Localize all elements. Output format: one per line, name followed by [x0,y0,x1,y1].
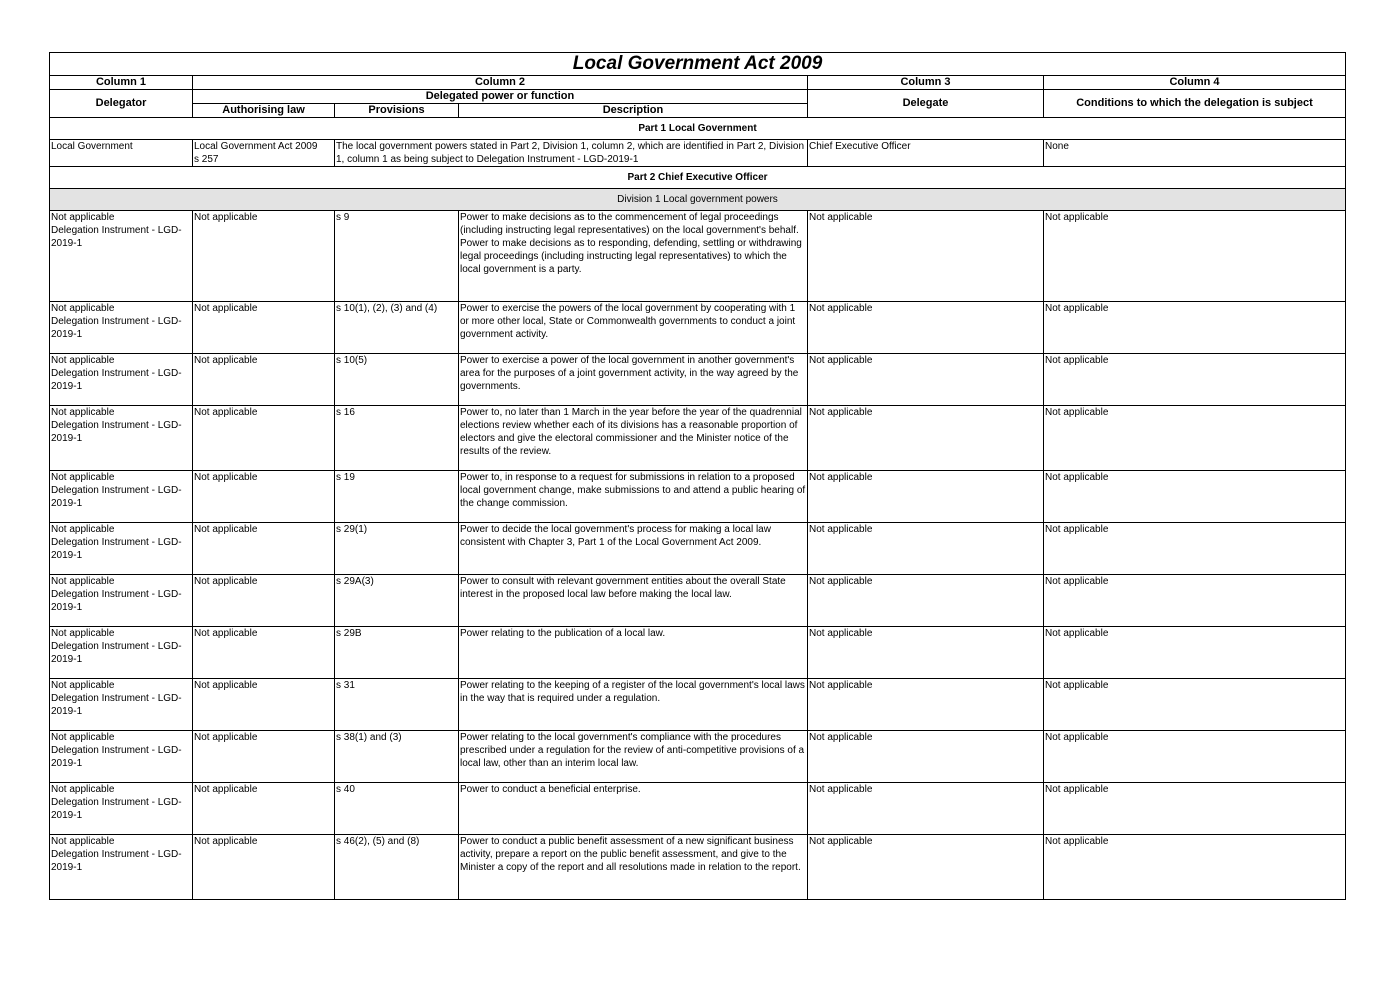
provisions-text: s 29A(3) [336,576,374,587]
authorising-law-text: Not applicable [194,836,258,847]
conditions-cell [1044,731,1346,783]
column-2-header: Column 2 [193,76,808,90]
provisions-text: s 29(1) [336,524,368,535]
delegation-instrument: Delegation Instrument - LGD-2019-1 [51,225,182,249]
conditions-text: Not applicable [1045,355,1109,366]
delegate-cell [808,627,1044,679]
description-header: Description [459,104,808,118]
delegator-header: Delegator [50,90,193,118]
delegate-cell [808,354,1044,406]
delegated-power-header: Delegated power or function [193,90,808,104]
description-cell [459,627,808,679]
conditions-cell [1044,211,1346,302]
conditions-text: Not applicable [1045,303,1109,314]
delegate-cell [808,835,1044,900]
provisions-cell [335,406,459,471]
delegator-line: Not applicable [51,628,115,639]
description-text-2: Power to make decisions as to responding, defending, settling or withdrawing legal proceedings (including instructing legal representatives) to which the local government is a party. [460,238,802,275]
authorising-law-cell [193,211,335,302]
part-2-heading: Part 2 Chief Executive Officer [50,167,1346,189]
division-1-heading: Division 1 Local government powers [50,189,1346,211]
conditions-cell [1044,406,1346,471]
description-text: Power to decide the local government's process for making a local law consistent with Chapter 3, Part 1 of the Local Government Act 2009. [460,524,771,548]
delegator-cell [50,523,193,575]
authorising-law-text: Not applicable [194,524,258,535]
table-row [50,302,1346,354]
delegator-cell [50,783,193,835]
table-row [50,211,1346,302]
delegate-cell [808,575,1044,627]
delegate-text: Not applicable [809,680,873,691]
conditions-text: Not applicable [1045,576,1109,587]
description-text: Power relating to the local government's compliance with the procedures prescribed under a regulation for the review of anti-competitive provisions of a local law, other than an interim local law. [460,732,805,769]
delegation-instrument: Delegation Instrument - LGD-2019-1 [51,420,182,444]
description-cell [459,731,808,783]
provisions-text: s 29B [336,628,362,639]
authorising-law-section: s 257 [194,154,219,165]
delegation-instrument: Delegation Instrument - LGD-2019-1 [51,745,182,769]
provisions-text: s 10(1), (2), (3) and (4) [336,303,438,314]
delegate-text: Not applicable [809,212,873,223]
table-row [50,575,1346,627]
provisions-cell [335,835,459,900]
authorising-law-cell [193,302,335,354]
conditions-cell [1044,835,1346,900]
delegate-text: Not applicable [809,524,873,535]
provisions-cell [335,627,459,679]
conditions-text: Not applicable [1045,472,1109,483]
authorising-law-text: Not applicable [194,576,258,587]
description-cell [459,406,808,471]
delegator-cell: Local Government [50,140,193,167]
authorising-law-text: Not applicable [194,407,258,418]
authorising-law-cell [193,140,335,167]
provisions-cell [335,471,459,523]
authorising-law-text: Not applicable [194,355,258,366]
provisions-description-cell: The local government powers stated in Part 2, Division 1, column 2, which are identified in Part 2, Division 1, column 1 as being subject to Delegation Instrument - LGD-2019-1 [335,140,808,167]
provisions-text: s 10(5) [336,355,368,366]
delegate-header: Delegate [808,90,1044,118]
provisions-text: s 38(1) and (3) [336,732,402,743]
part-1-heading: Part 1 Local Government [50,118,1346,140]
provisions-text: s 19 [336,472,355,483]
delegation-instrument: Delegation Instrument - LGD-2019-1 [51,316,182,340]
description-cell [459,302,808,354]
delegator-line: Not applicable [51,472,115,483]
delegate-cell [808,302,1044,354]
column-4-header: Column 4 [1044,76,1346,90]
authorising-law-cell [193,523,335,575]
provisions-cell [335,302,459,354]
description-text: Power relating to the keeping of a register of the local government's local laws in the way that is required under a regulation. [460,680,805,704]
authorising-law-cell [193,471,335,523]
conditions-text: Not applicable [1045,524,1109,535]
delegate-cell: Chief Executive Officer [808,140,1044,167]
conditions-header: Conditions to which the delegation is subject [1044,90,1346,118]
delegate-text: Not applicable [809,576,873,587]
provisions-text: s 46(2), (5) and (8) [336,836,420,847]
delegation-instrument: Delegation Instrument - LGD-2019-1 [51,537,182,561]
authorising-law-text: Not applicable [194,303,258,314]
provisions-cell [335,523,459,575]
delegator-line: Not applicable [51,524,115,535]
conditions-cell [1044,523,1346,575]
delegation-instrument: Delegation Instrument - LGD-2019-1 [51,589,182,613]
description-cell [459,211,808,302]
delegator-cell [50,302,193,354]
description-cell [459,575,808,627]
provisions-text: s 16 [336,407,355,418]
table-row [50,523,1346,575]
description-cell [459,471,808,523]
delegate-cell [808,406,1044,471]
conditions-text: Not applicable [1045,680,1109,691]
delegate-cell [808,783,1044,835]
provisions-text: s 9 [336,212,350,223]
conditions-cell [1044,575,1346,627]
description-cell [459,835,808,900]
delegation-instrument: Delegation Instrument - LGD-2019-1 [51,641,182,665]
delegator-line: Not applicable [51,680,115,691]
provisions-cell [335,783,459,835]
description-cell [459,523,808,575]
delegation-instrument: Delegation Instrument - LGD-2019-1 [51,485,182,509]
delegator-line: Not applicable [51,836,115,847]
conditions-text: Not applicable [1045,732,1109,743]
authorising-law-cell [193,575,335,627]
conditions-cell [1044,354,1346,406]
conditions-cell [1044,627,1346,679]
provisions-text: s 31 [336,680,355,691]
table-row [50,783,1346,835]
description-cell [459,679,808,731]
table-row [50,627,1346,679]
delegator-cell [50,627,193,679]
delegator-cell [50,575,193,627]
table-row [50,731,1346,783]
authorising-law-cell [193,731,335,783]
delegator-cell [50,679,193,731]
provisions-cell [335,211,459,302]
delegate-cell [808,679,1044,731]
delegator-line: Not applicable [51,303,115,314]
provisions-cell [335,679,459,731]
authorising-law-text: Not applicable [194,784,258,795]
conditions-cell [1044,471,1346,523]
delegation-table [49,52,1346,900]
conditions-cell [1044,783,1346,835]
conditions-text: Not applicable [1045,836,1109,847]
description-text: Power to conduct a beneficial enterprise. [460,784,641,795]
provisions-text: s 40 [336,784,355,795]
authorising-law-line: Local Government Act 2009 [194,141,318,152]
conditions-cell: None [1044,140,1346,167]
description-text: Power to, no later than 1 March in the year before the year of the quadrennial elections review whether each of its divisions has a reasonable proportion of electors and give the electoral commissioner and the Minister notice of the results of the review. [460,407,802,457]
delegate-text: Not applicable [809,784,873,795]
delegator-cell [50,731,193,783]
column-1-header: Column 1 [50,76,193,90]
description-text: Power to make decisions as to the commencement of legal proceedings (including instructing legal representatives) on the local government's behalf. [460,212,799,236]
authorising-law-cell [193,783,335,835]
delegate-text: Not applicable [809,303,873,314]
description-text: Power to consult with relevant government entities about the overall State interest in the proposed local law before making the local law. [460,576,786,600]
delegate-cell [808,211,1044,302]
description-text: Power to exercise a power of the local government in another government's area for the purposes of a joint government activity, in the way agreed by the governments. [460,355,799,392]
authorising-law-cell [193,627,335,679]
authorising-law-text: Not applicable [194,680,258,691]
authorising-law-text: Not applicable [194,212,258,223]
table-row [50,835,1346,900]
part-1-row [50,140,1346,167]
delegator-line: Not applicable [51,732,115,743]
delegate-text: Not applicable [809,732,873,743]
conditions-text: Not applicable [1045,784,1109,795]
authorising-law-cell [193,406,335,471]
delegate-text: Not applicable [809,355,873,366]
conditions-text: Not applicable [1045,628,1109,639]
delegate-cell [808,523,1044,575]
delegate-text: Not applicable [809,472,873,483]
table-row [50,471,1346,523]
page-title: Local Government Act 2009 [50,53,1346,76]
authorising-law-cell [193,679,335,731]
provisions-cell [335,575,459,627]
table-row [50,354,1346,406]
description-text: Power to exercise the powers of the local government by cooperating with 1 or more other local, State or Commonwealth governments to conduct a joint government activity. [460,303,796,340]
description-text: Power to, in response to a request for submissions in relation to a proposed local government change, make submissions to and attend a public hearing of the change commission. [460,472,806,509]
delegate-text: Not applicable [809,628,873,639]
table-row [50,406,1346,471]
conditions-cell [1044,302,1346,354]
authorising-law-header: Authorising law [193,104,335,118]
provisions-cell [335,731,459,783]
delegate-cell [808,471,1044,523]
delegator-cell [50,471,193,523]
delegate-text: Not applicable [809,407,873,418]
delegator-cell [50,406,193,471]
delegator-line: Not applicable [51,576,115,587]
authorising-law-text: Not applicable [194,472,258,483]
column-3-header: Column 3 [808,76,1044,90]
delegator-line: Not applicable [51,212,115,223]
table-row [50,679,1346,731]
delegator-line: Not applicable [51,355,115,366]
description-cell [459,354,808,406]
delegation-instrument: Delegation Instrument - LGD-2019-1 [51,693,182,717]
delegator-line: Not applicable [51,407,115,418]
authorising-law-text: Not applicable [194,628,258,639]
authorising-law-cell [193,354,335,406]
conditions-cell [1044,679,1346,731]
provisions-cell [335,354,459,406]
delegator-cell [50,354,193,406]
delegation-instrument: Delegation Instrument - LGD-2019-1 [51,368,182,392]
description-cell [459,783,808,835]
description-text: Power relating to the publication of a local law. [460,628,666,639]
conditions-text: Not applicable [1045,212,1109,223]
delegation-instrument: Delegation Instrument - LGD-2019-1 [51,797,182,821]
delegate-text: Not applicable [809,836,873,847]
authorising-law-text: Not applicable [194,732,258,743]
delegation-instrument: Delegation Instrument - LGD-2019-1 [51,849,182,873]
conditions-text: Not applicable [1045,407,1109,418]
delegator-line: Not applicable [51,784,115,795]
provisions-header: Provisions [335,104,459,118]
delegator-cell [50,835,193,900]
delegator-cell [50,211,193,302]
description-text: Power to conduct a public benefit assessment of a new significant business activity, prepare a report on the public benefit assessment, and give to the Minister a copy of the report and all resolutions made in relation to the report. [460,836,801,873]
authorising-law-cell [193,835,335,900]
delegate-cell [808,731,1044,783]
